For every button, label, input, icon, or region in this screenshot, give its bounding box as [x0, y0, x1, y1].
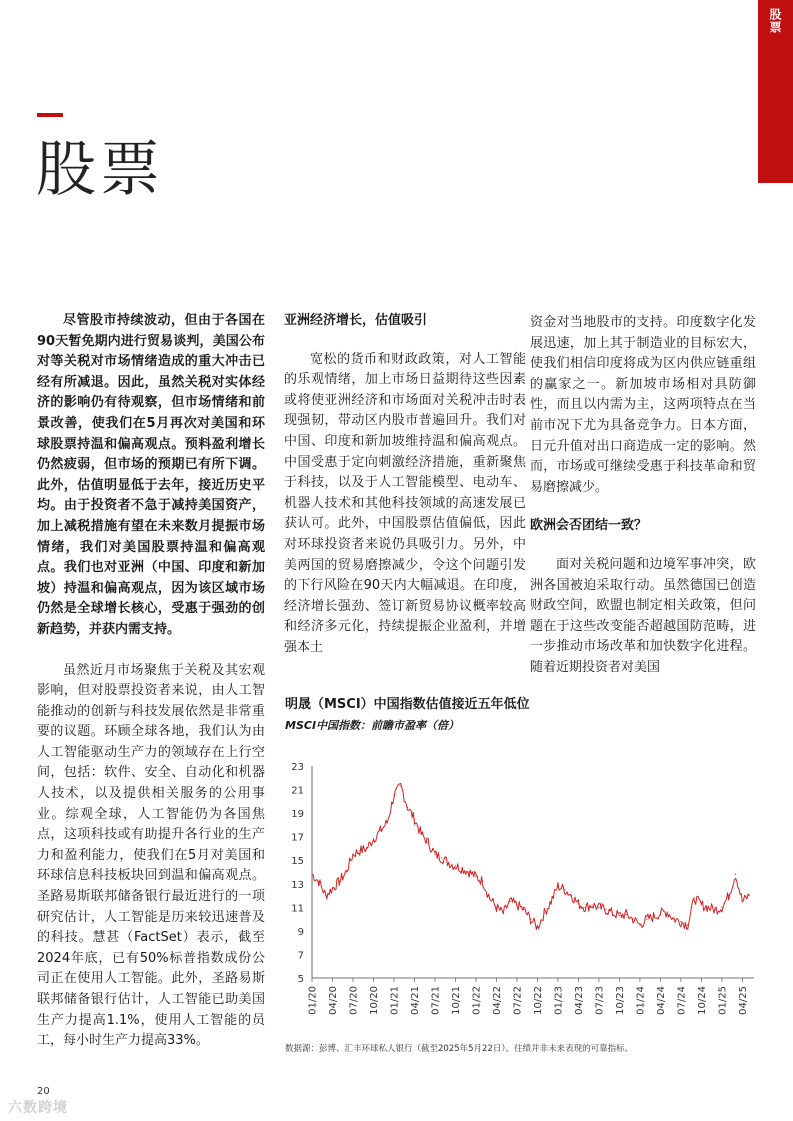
y-tick-label: 15 [291, 856, 304, 868]
data-point [523, 909, 524, 910]
column-1 [37, 311, 265, 1052]
x-tick-label: 07/20 [348, 986, 360, 1015]
x-tick-label: 04/21 [409, 986, 421, 1015]
y-tick-label: 5 [297, 974, 304, 985]
data-point [619, 915, 620, 916]
data-point [393, 795, 394, 796]
x-tick-label: 01/24 [635, 986, 647, 1015]
page-number: 20 [37, 1086, 50, 1097]
data-point [516, 904, 517, 905]
data-point [325, 895, 326, 896]
data-point [332, 888, 333, 889]
data-point [701, 904, 702, 905]
x-tick-label: 01/22 [471, 986, 483, 1015]
data-point [639, 924, 640, 925]
data-point [632, 919, 633, 920]
data-point [653, 916, 654, 917]
x-tick-label: 07/22 [512, 986, 524, 1015]
data-point [530, 919, 531, 920]
data-point [687, 924, 688, 925]
data-point [455, 866, 456, 867]
y-tick-label: 21 [291, 785, 304, 797]
side-tab-label: 股票 [768, 8, 782, 34]
column-3 [530, 313, 756, 679]
data-point [482, 881, 483, 882]
data-point [380, 830, 381, 831]
watermark-logo: 六数跨境 [8, 1100, 68, 1116]
data-point [448, 862, 449, 863]
x-tick-label: 01/20 [307, 986, 319, 1015]
data-point [646, 919, 647, 920]
data-point [660, 913, 661, 914]
data-point [551, 901, 552, 902]
asia-paragraph: 宽松的货币和财政政策，对人工智能的乐观情绪，加上市场日益期待这些因素或将使亚洲经济和市场面对关税冲击时表现强韧，带动区内股市普遍回升。我们对中国、印度和新加坡维持温和偏高观点。中国受惠于定向刺激经济措施，重新聚焦于科技，以及于人工智能模型、电动车、机器人技术和其他科技领域的高速发展已获认可。此外，中国股票估值偏低，因此对环球投资者来说仍具吸引力。另外，中美两国的贸易磨擦减少，令这个问题引发的下行风险在90天内大幅减退。在印度，经济增长强劲、签订新贸易协议概率较高和经济多元化，持续提振企业盈利，并增强本土 [284, 351, 526, 655]
x-tick-label: 04/20 [327, 986, 339, 1015]
x-tick-label: 10/20 [368, 986, 380, 1015]
europe-paragraph: 面对关税问题和边境军事冲突，欧洲各国被迫采取行动。虽然德国已创造财政空间，欧盟也制定相关政策，但问题在于这些改变能否超越国防范畴，进一步推动市场改革和加快数字化进程。随着近期投资者对美国 [530, 556, 756, 675]
data-point [311, 874, 312, 875]
data-point [749, 895, 750, 896]
data-point [496, 907, 497, 908]
x-tick-label: 10/21 [450, 986, 462, 1015]
series-line [312, 783, 749, 929]
lead-paragraph: 尽管股市持续波动，但由于各国在90天暂免期内进行贸易谈判，美国公布对等关税对市场情绪造成的重大冲击已经有所减退。因此，虽然关税对实体经济的影响仍有待观察，但市场情绪和前景改善，使我们在5月再次对美国和环球股票持温和偏高观点。预料盈利增长仍然疲弱，但市场的预期已有所下调。此外，估值明显低于去年，接近历史平均。由于投资者不急于减持美国资产，加上减税措施有望在未来数月提振市场情绪，我们对美国股票持温和偏高观点。我们也对亚洲（中国、印度和新加坡）持温和偏高观点，因为该区域市场仍然是全球增长核心，受惠于强劲的创新趋势，并获内需支持。 [37, 313, 265, 637]
pe-chart-svg [284, 752, 764, 1042]
title-accent-bar [37, 113, 63, 117]
data-point [742, 901, 743, 902]
europe-heading: 欧洲会否团结一致？ [530, 518, 648, 534]
x-tick-label: 10/23 [614, 986, 626, 1015]
x-tick-label: 04/24 [655, 986, 667, 1015]
chart-source-note: 数据源：彭博、汇丰环球私人银行（截至2025年5月22日）。往绩并非未来表现的可靠指标。 [285, 1044, 634, 1054]
data-point [373, 838, 374, 839]
pe-chart [284, 752, 764, 1042]
data-point [557, 886, 558, 887]
page-title: 股票 [36, 135, 164, 205]
data-point [680, 921, 681, 922]
y-tick-label: 11 [291, 903, 304, 915]
x-tick-label: 04/22 [491, 986, 503, 1015]
x-tick-label: 10/22 [532, 986, 544, 1015]
data-point [475, 876, 476, 877]
data-point [708, 907, 709, 908]
data-point [421, 834, 422, 835]
data-point [352, 854, 353, 855]
data-point [673, 919, 674, 920]
data-point [428, 842, 429, 843]
asia-heading: 亚洲经济增长，估值吸引 [284, 313, 428, 328]
data-point [346, 871, 347, 872]
data-point [318, 881, 319, 882]
data-point [605, 909, 606, 910]
data-point [728, 895, 729, 896]
data-point [667, 911, 668, 912]
x-tick-label: 01/23 [553, 986, 565, 1015]
data-point [339, 881, 340, 882]
y-tick-label: 19 [291, 809, 304, 821]
x-tick-label: 01/21 [389, 986, 401, 1015]
data-point [462, 868, 463, 869]
x-tick-label: 07/23 [594, 986, 606, 1015]
y-tick-label: 13 [291, 879, 304, 891]
data-point [612, 913, 613, 914]
data-point [359, 850, 360, 851]
data-point [400, 785, 401, 786]
data-point [537, 927, 538, 928]
chart-title: 明晟（MSCI）中国指数估值接近五年低位 [285, 697, 530, 712]
data-point [585, 907, 586, 908]
ai-paragraph: 虽然近月市场聚焦于关税及其宏观影响，但对股票投资者来说，由人工智能推动的创新与科技发展依然是非常重要的议题。环顾全球各地，我们认为由人工智能驱动生产力的领域存在上行空间，包括：软件、安全、自动化和机器人技术，以及提供相关服务的公用事业。综观全球，人工智能仍为各国焦点，这项科技或有助提升各行业的生产力和盈利能力，使我们在5月对美国和环球信息科技板块回到温和偏高观点。圣路易斯联邦储备银行最近进行的一项研究估计，人工智能是历来较迅速普及的科技。慧甚（FactSet）表示，截至2024年底，已有50%标普指数成份公司正在使用人工智能。此外，圣路易斯联邦储备银行估计，人工智能已助美国生产力提高1.1%，使用人工智能的员工，每小时生产力提高33%。 [37, 662, 265, 1049]
section-side-tab [758, 0, 793, 183]
x-tick-label: 07/24 [676, 986, 688, 1015]
x-tick-label: 04/25 [737, 986, 749, 1015]
x-tick-label: 07/21 [430, 986, 442, 1015]
y-tick-label: 23 [291, 762, 304, 773]
x-tick-label: 10/24 [696, 986, 708, 1015]
data-point [721, 907, 722, 908]
data-point [387, 822, 388, 823]
data-point [591, 904, 592, 905]
data-point [571, 895, 572, 896]
data-point [544, 913, 545, 914]
data-point [598, 907, 599, 908]
column-2 [284, 311, 526, 659]
y-tick-label: 9 [297, 926, 304, 938]
asia-continued-paragraph: 资金对当地股市的支持。印度数字化发展迅速，加上其于制造业的目标宏大，使我们相信印度将成为区内供应链重组的赢家之一。新加坡市场相对具防御性，而且以内需为主，这两项特点在当前市况下尤为具备竞争力。日本方面，日元升值对出口商造成一定的影响。然而，市场或可继续受惠于科技革命和贸易磨擦减少。 [530, 315, 756, 495]
data-point [489, 897, 490, 898]
data-point [578, 903, 579, 904]
data-point [564, 889, 565, 890]
data-point [434, 854, 435, 855]
data-point [407, 807, 408, 808]
data-point [694, 897, 695, 898]
x-tick-label: 01/25 [717, 986, 729, 1015]
data-point [714, 909, 715, 910]
data-point [503, 913, 504, 914]
data-point [626, 914, 627, 915]
data-point [441, 857, 442, 858]
data-point [414, 818, 415, 819]
data-point [469, 871, 470, 872]
chart-subtitle: MSCI中国指数：前瞻市盈率（倍） [285, 719, 460, 732]
x-tick-label: 04/23 [573, 986, 585, 1015]
data-point [510, 901, 511, 902]
data-point [366, 848, 367, 849]
y-tick-label: 17 [291, 832, 304, 844]
y-tick-label: 7 [297, 950, 304, 962]
data-point [735, 874, 736, 875]
